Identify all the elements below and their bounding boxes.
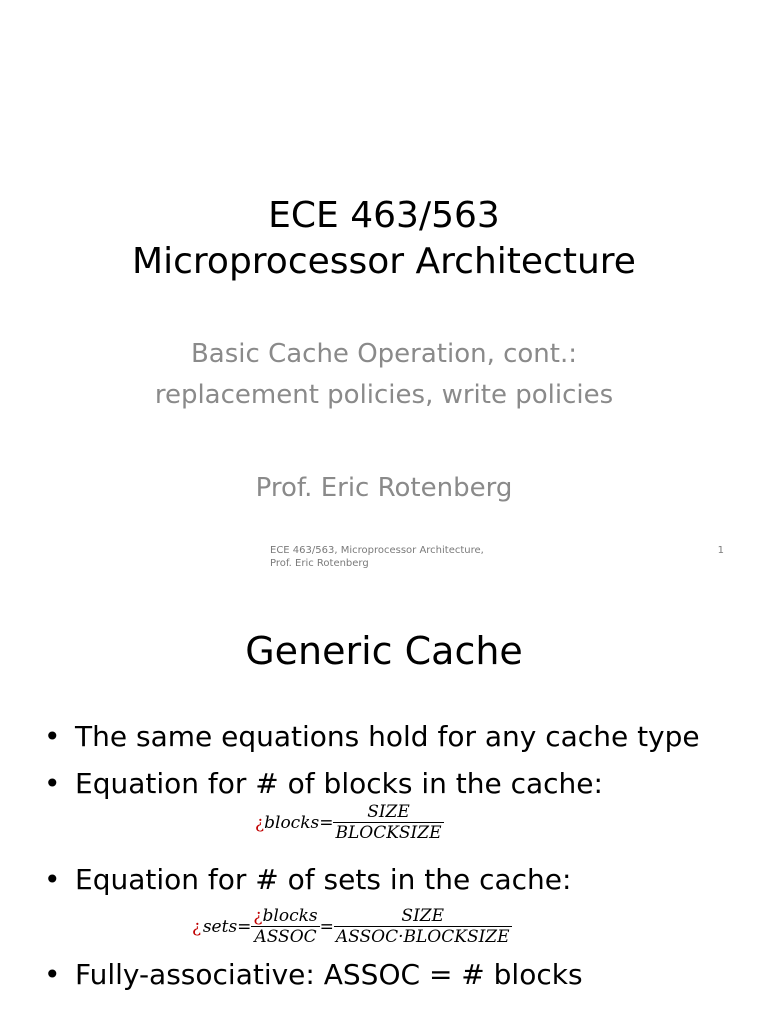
footer-line-2: Prof. Eric Rotenberg bbox=[270, 558, 369, 569]
missing-glyph: ¿ bbox=[192, 916, 202, 937]
numerator: SIZE bbox=[334, 906, 512, 927]
bullet-item bbox=[44, 718, 764, 756]
bullet-item bbox=[44, 861, 764, 899]
bullet-item bbox=[44, 956, 764, 994]
denominator: ASSOC bbox=[254, 927, 317, 947]
bullet-text: Equation for # of sets in the cache: bbox=[75, 863, 572, 896]
bullet-text: Fully-associative: ASSOC = # blocks bbox=[75, 958, 583, 991]
slide-footer bbox=[270, 544, 530, 570]
bullet-icon: • bbox=[44, 720, 61, 753]
equals-sign: = bbox=[319, 916, 334, 937]
course-name: Microprocessor Architecture bbox=[132, 241, 636, 282]
bullet-icon: • bbox=[44, 958, 61, 991]
bullet-item bbox=[44, 765, 764, 803]
equation-lhs: blocks bbox=[264, 812, 320, 833]
denominator: BLOCKSIZE bbox=[335, 823, 442, 843]
equals-sign: = bbox=[319, 812, 334, 833]
bullet-icon: • bbox=[44, 863, 61, 896]
denominator: ASSOC·BLOCKSIZE bbox=[335, 927, 510, 947]
numerator: SIZE bbox=[333, 802, 443, 823]
author-name: Prof. Eric Rotenberg bbox=[255, 473, 513, 503]
sets-equation bbox=[192, 906, 512, 947]
numerator: blocks bbox=[262, 906, 318, 926]
bullet-text: Equation for # of blocks in the cache: bbox=[75, 767, 603, 800]
footer-line-1: ECE 463/563, Microprocessor Architecture, bbox=[270, 545, 484, 556]
subtitle-line-1: Basic Cache Operation, cont.: bbox=[190, 339, 578, 369]
bullet-icon: • bbox=[44, 767, 61, 800]
slide-subtitle bbox=[0, 334, 768, 416]
missing-glyph: ¿ bbox=[253, 906, 263, 926]
subtitle-line-2: replacement policies, write policies bbox=[154, 380, 614, 410]
equation-lhs: sets bbox=[202, 916, 238, 937]
equals-sign: = bbox=[237, 916, 252, 937]
slide-title bbox=[0, 193, 768, 285]
page-number: 1 bbox=[717, 545, 724, 556]
content-slide bbox=[0, 576, 768, 1024]
fraction bbox=[251, 906, 319, 947]
bullet-text: The same equations hold for any cache type bbox=[75, 720, 700, 753]
slide-title: Generic Cache bbox=[245, 629, 523, 673]
fraction bbox=[334, 906, 512, 947]
course-number: ECE 463/563 bbox=[268, 195, 500, 236]
blocks-equation bbox=[255, 802, 444, 843]
missing-glyph: ¿ bbox=[255, 812, 265, 833]
fraction bbox=[333, 802, 443, 843]
